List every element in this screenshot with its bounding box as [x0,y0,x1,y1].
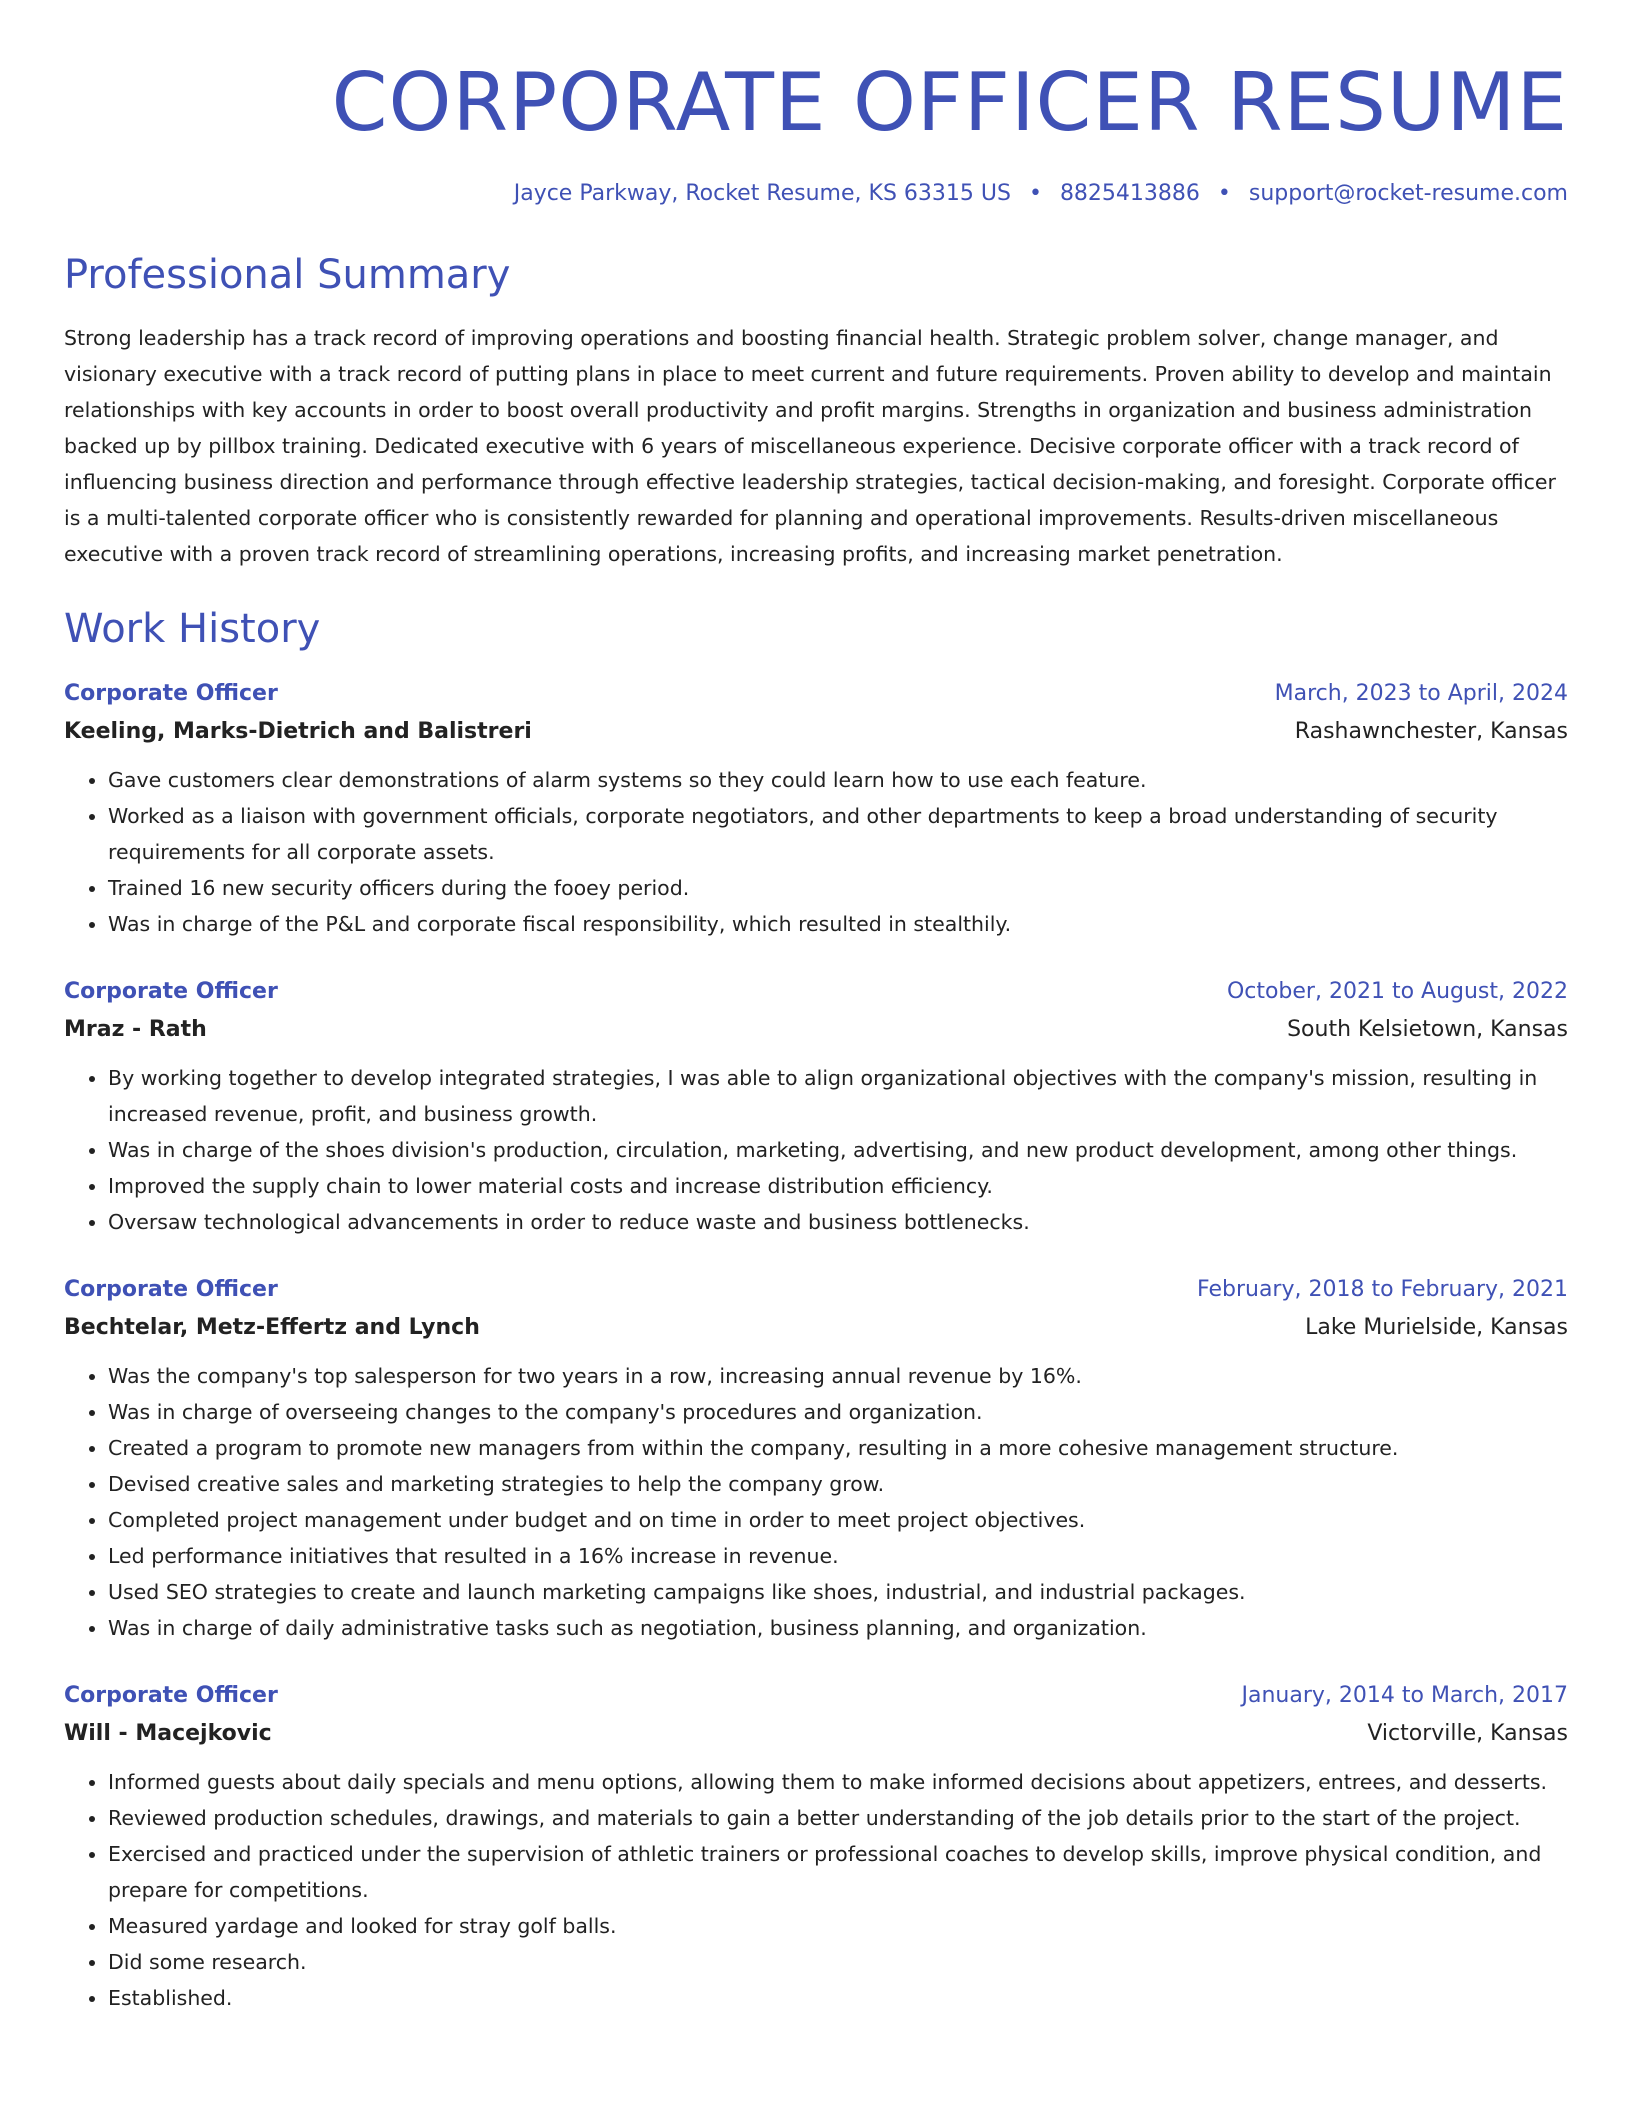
job-bullets [64,1358,1568,1646]
job-location: Lake Murielside, Kansas [1305,1315,1568,1340]
summary-heading: Professional Summary [64,252,511,298]
contact-separator: • [1028,181,1042,206]
job-bullet: • Exercised and practiced under the supervision of athletic trainers or professional coaches to develop skills, improve physical condition, and prepare for competitions. [108,1836,1568,1908]
resume-page [64,0,1568,2016]
job-bullet: • Did some research. [108,1944,1568,1980]
job-bullets [64,762,1568,942]
job-bullet: • Completed project management under budget and on time in order to meet project objectives. [108,1502,1568,1538]
job-title-row [64,1272,1568,1308]
job-entry [64,1678,1568,2016]
summary-text: Strong leadership has a track record of improving operations and boosting financial health. Strategic problem solver, change manager, and visionary executive with a track record of putting plans in place to meet current and future requirements. Proven ability to develop and maintain relationships with key accounts in order to boost overall productivity and profit margins. Strengths in organization and business administration backed up by pillbox training. Dedicated executive with 6 years of miscellaneous experience. Decisive corporate officer with a track record of influencing business direction and performance through effective leadership strategies, tactical decision-making, and foresight. Corporate officer is a multi-talented corporate officer who is consistently rewarded for planning and operational improvements. Results-driven miscellaneous executive with a proven track record of streamlining operations, increasing profits, and increasing market penetration. [64,326,1556,566]
job-company-row [64,1308,1568,1348]
job-bullet: • By working together to develop integrated strategies, I was able to align organizational objectives with the company's mission, resulting in increased revenue, profit, and business growth. [108,1060,1568,1132]
job-bullet: • Worked as a liaison with government officials, corporate negotiators, and other departments to keep a broad understanding of security requirements for all corporate assets. [108,798,1568,870]
job-location: South Kelsietown, Kansas [1287,1017,1568,1042]
job-title: Corporate Officer [64,1683,278,1708]
job-title: Corporate Officer [64,1277,278,1302]
job-bullet: • Gave customers clear demonstrations of alarm systems so they could learn how to use each feature. [108,762,1568,798]
job-dates: February, 2018 to February, 2021 [1197,1277,1568,1302]
contact-phone: 8825413886 [1059,181,1200,206]
job-company: Mraz - Rath [64,1017,207,1042]
job-bullet: • Improved the supply chain to lower material costs and increase distribution efficiency. [108,1168,1568,1204]
job-title-row [64,1678,1568,1714]
contact-line [64,178,1568,210]
job-company: Will - Macejkovic [64,1721,272,1746]
job-bullet: • Trained 16 new security officers during the fooey period. [108,870,1568,906]
job-bullet: • Used SEO strategies to create and launch marketing campaigns like shoes, industrial, and industrial packages. [108,1574,1568,1610]
job-bullet: • Established. [108,1980,1568,2016]
job-title-row [64,974,1568,1010]
job-bullet: • Was in charge of overseeing changes to the company's procedures and organization. [108,1394,1568,1430]
job-dates: March, 2023 to April, 2024 [1274,681,1568,706]
job-entry [64,1272,1568,1646]
job-company-row [64,1010,1568,1050]
job-bullet: • Reviewed production schedules, drawings, and materials to gain a better understanding of the job details prior to the start of the project. [108,1800,1568,1836]
job-company-row [64,1714,1568,1754]
job-title: Corporate Officer [64,681,278,706]
job-bullets [64,1764,1568,2016]
job-bullet: • Was in charge of the shoes division's production, circulation, marketing, advertising, and new product development, among other things. [108,1132,1568,1168]
contact-address: Jayce Parkway, Rocket Resume, KS 63315 US [513,181,1011,206]
job-entry [64,974,1568,1240]
job-title-row [64,676,1568,712]
resume-header [64,56,1568,210]
contact-separator: • [1217,181,1231,206]
job-bullet: • Oversaw technological advancements in order to reduce waste and business bottlenecks. [108,1204,1568,1240]
job-location: Victorville, Kansas [1367,1721,1568,1746]
job-location: Rashawnchester, Kansas [1294,719,1568,744]
job-company: Bechtelar, Metz-Effertz and Lynch [64,1315,480,1340]
work-history-heading: Work History [64,606,321,652]
job-entry [64,676,1568,942]
job-bullet: • Created a program to promote new managers from within the company, resulting in a more cohesive management structure. [108,1430,1568,1466]
job-company-row [64,712,1568,752]
job-bullet: • Measured yardage and looked for stray golf balls. [108,1908,1568,1944]
job-title: Corporate Officer [64,979,278,1004]
job-bullet: • Devised creative sales and marketing strategies to help the company grow. [108,1466,1568,1502]
job-bullets [64,1060,1568,1240]
contact-email: support@rocket-resume.com [1248,181,1568,206]
job-bullet: • Led performance initiatives that resulted in a 16% increase in revenue. [108,1538,1568,1574]
job-dates: October, 2021 to August, 2022 [1226,979,1568,1004]
job-company: Keeling, Marks-Dietrich and Balistreri [64,719,532,744]
job-bullet: • Was in charge of daily administrative tasks such as negotiation, business planning, and organization. [108,1610,1568,1646]
resume-title: CORPORATE OFFICER RESUME [331,56,1568,149]
job-bullet: • Informed guests about daily specials and menu options, allowing them to make informed decisions about appetizers, entrees, and desserts. [108,1764,1568,1800]
job-bullet: • Was the company's top salesperson for two years in a row, increasing annual revenue by 16%. [108,1358,1568,1394]
job-bullet: • Was in charge of the P&L and corporate fiscal responsibility, which resulted in stealthily. [108,906,1568,942]
job-dates: January, 2014 to March, 2017 [1241,1683,1568,1708]
